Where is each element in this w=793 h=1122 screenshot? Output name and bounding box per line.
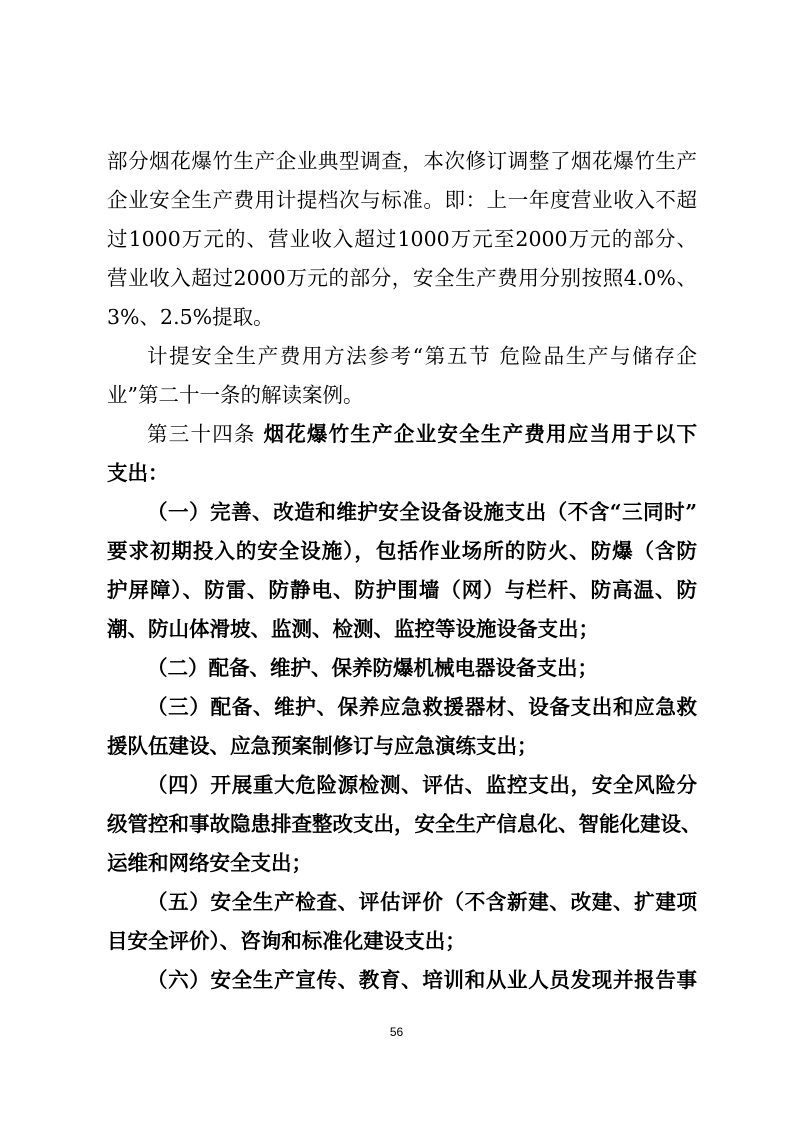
list-item-1: （一）完善、改造和维护安全设备设施支出（不含“三同时” bbox=[147, 500, 697, 524]
article-title: 烟花爆竹生产企业安全生产费用应当用于以下 bbox=[263, 422, 697, 446]
paragraph-line: 计提安全生产费用方法参考“第五节 危险品生产与储存企 bbox=[147, 344, 697, 368]
list-item-4-line: 级管控和事故隐患排查整改支出，安全生产信息化、智能化建设、 bbox=[107, 812, 702, 836]
article-number: 第三十四条 bbox=[147, 422, 264, 446]
paragraph-line: 企业安全生产费用计提档次与标准。即：上一年度营业收入不超 bbox=[107, 188, 697, 212]
paragraph-line: 业”第二十一条的解读案例。 bbox=[107, 383, 364, 407]
article-label bbox=[147, 422, 697, 446]
paragraph-line: 过1000万元的、营业收入超过1000万元至2000万元的部分、 bbox=[107, 227, 697, 251]
list-item-6: （六）安全生产宣传、教育、培训和从业人员发现并报告事 bbox=[147, 968, 697, 992]
paragraph-line: 部分烟花爆竹生产企业典型调查，本次修订调整了烟花爆竹生产 bbox=[107, 149, 697, 173]
page-number: 56 bbox=[389, 1025, 404, 1039]
list-item-3: （三）配备、维护、保养应急救援器材、设备支出和应急救 bbox=[147, 695, 697, 719]
list-item-4: （四）开展重大危险源检测、评估、监控支出，安全风险分 bbox=[147, 773, 697, 797]
list-item-5-line: 目安全评价）、咨询和标准化建设支出； bbox=[107, 929, 466, 953]
list-item-1-line: 潮、防山体滑坡、监测、检测、监控等设施设备支出； bbox=[107, 617, 599, 641]
list-item-1-line: 护屏障）、防雷、防静电、防护围墙（网）与栏杆、防高温、防 bbox=[107, 578, 697, 602]
list-item-3-line: 援队伍建设、应急预案制修订与应急演练支出； bbox=[107, 734, 538, 758]
list-item-5: （五）安全生产检查、评估评价（不含新建、改建、扩建项 bbox=[147, 890, 697, 914]
list-item-4-line: 运维和网络安全支出； bbox=[107, 851, 312, 875]
paragraph-line: 3%、2.5%提取。 bbox=[107, 305, 274, 329]
article-heading bbox=[147, 416, 697, 452]
list-item-1-line: 要求初期投入的安全设施），包括作业场所的防火、防爆（含防 bbox=[107, 539, 697, 563]
list-item-2: （二）配备、维护、保养防爆机械电器设备支出； bbox=[147, 656, 598, 680]
paragraph-line: 营业收入超过2000万元的部分，安全生产费用分别按照4.0%、 bbox=[107, 266, 697, 290]
article-heading-line: 支出： bbox=[107, 461, 169, 485]
